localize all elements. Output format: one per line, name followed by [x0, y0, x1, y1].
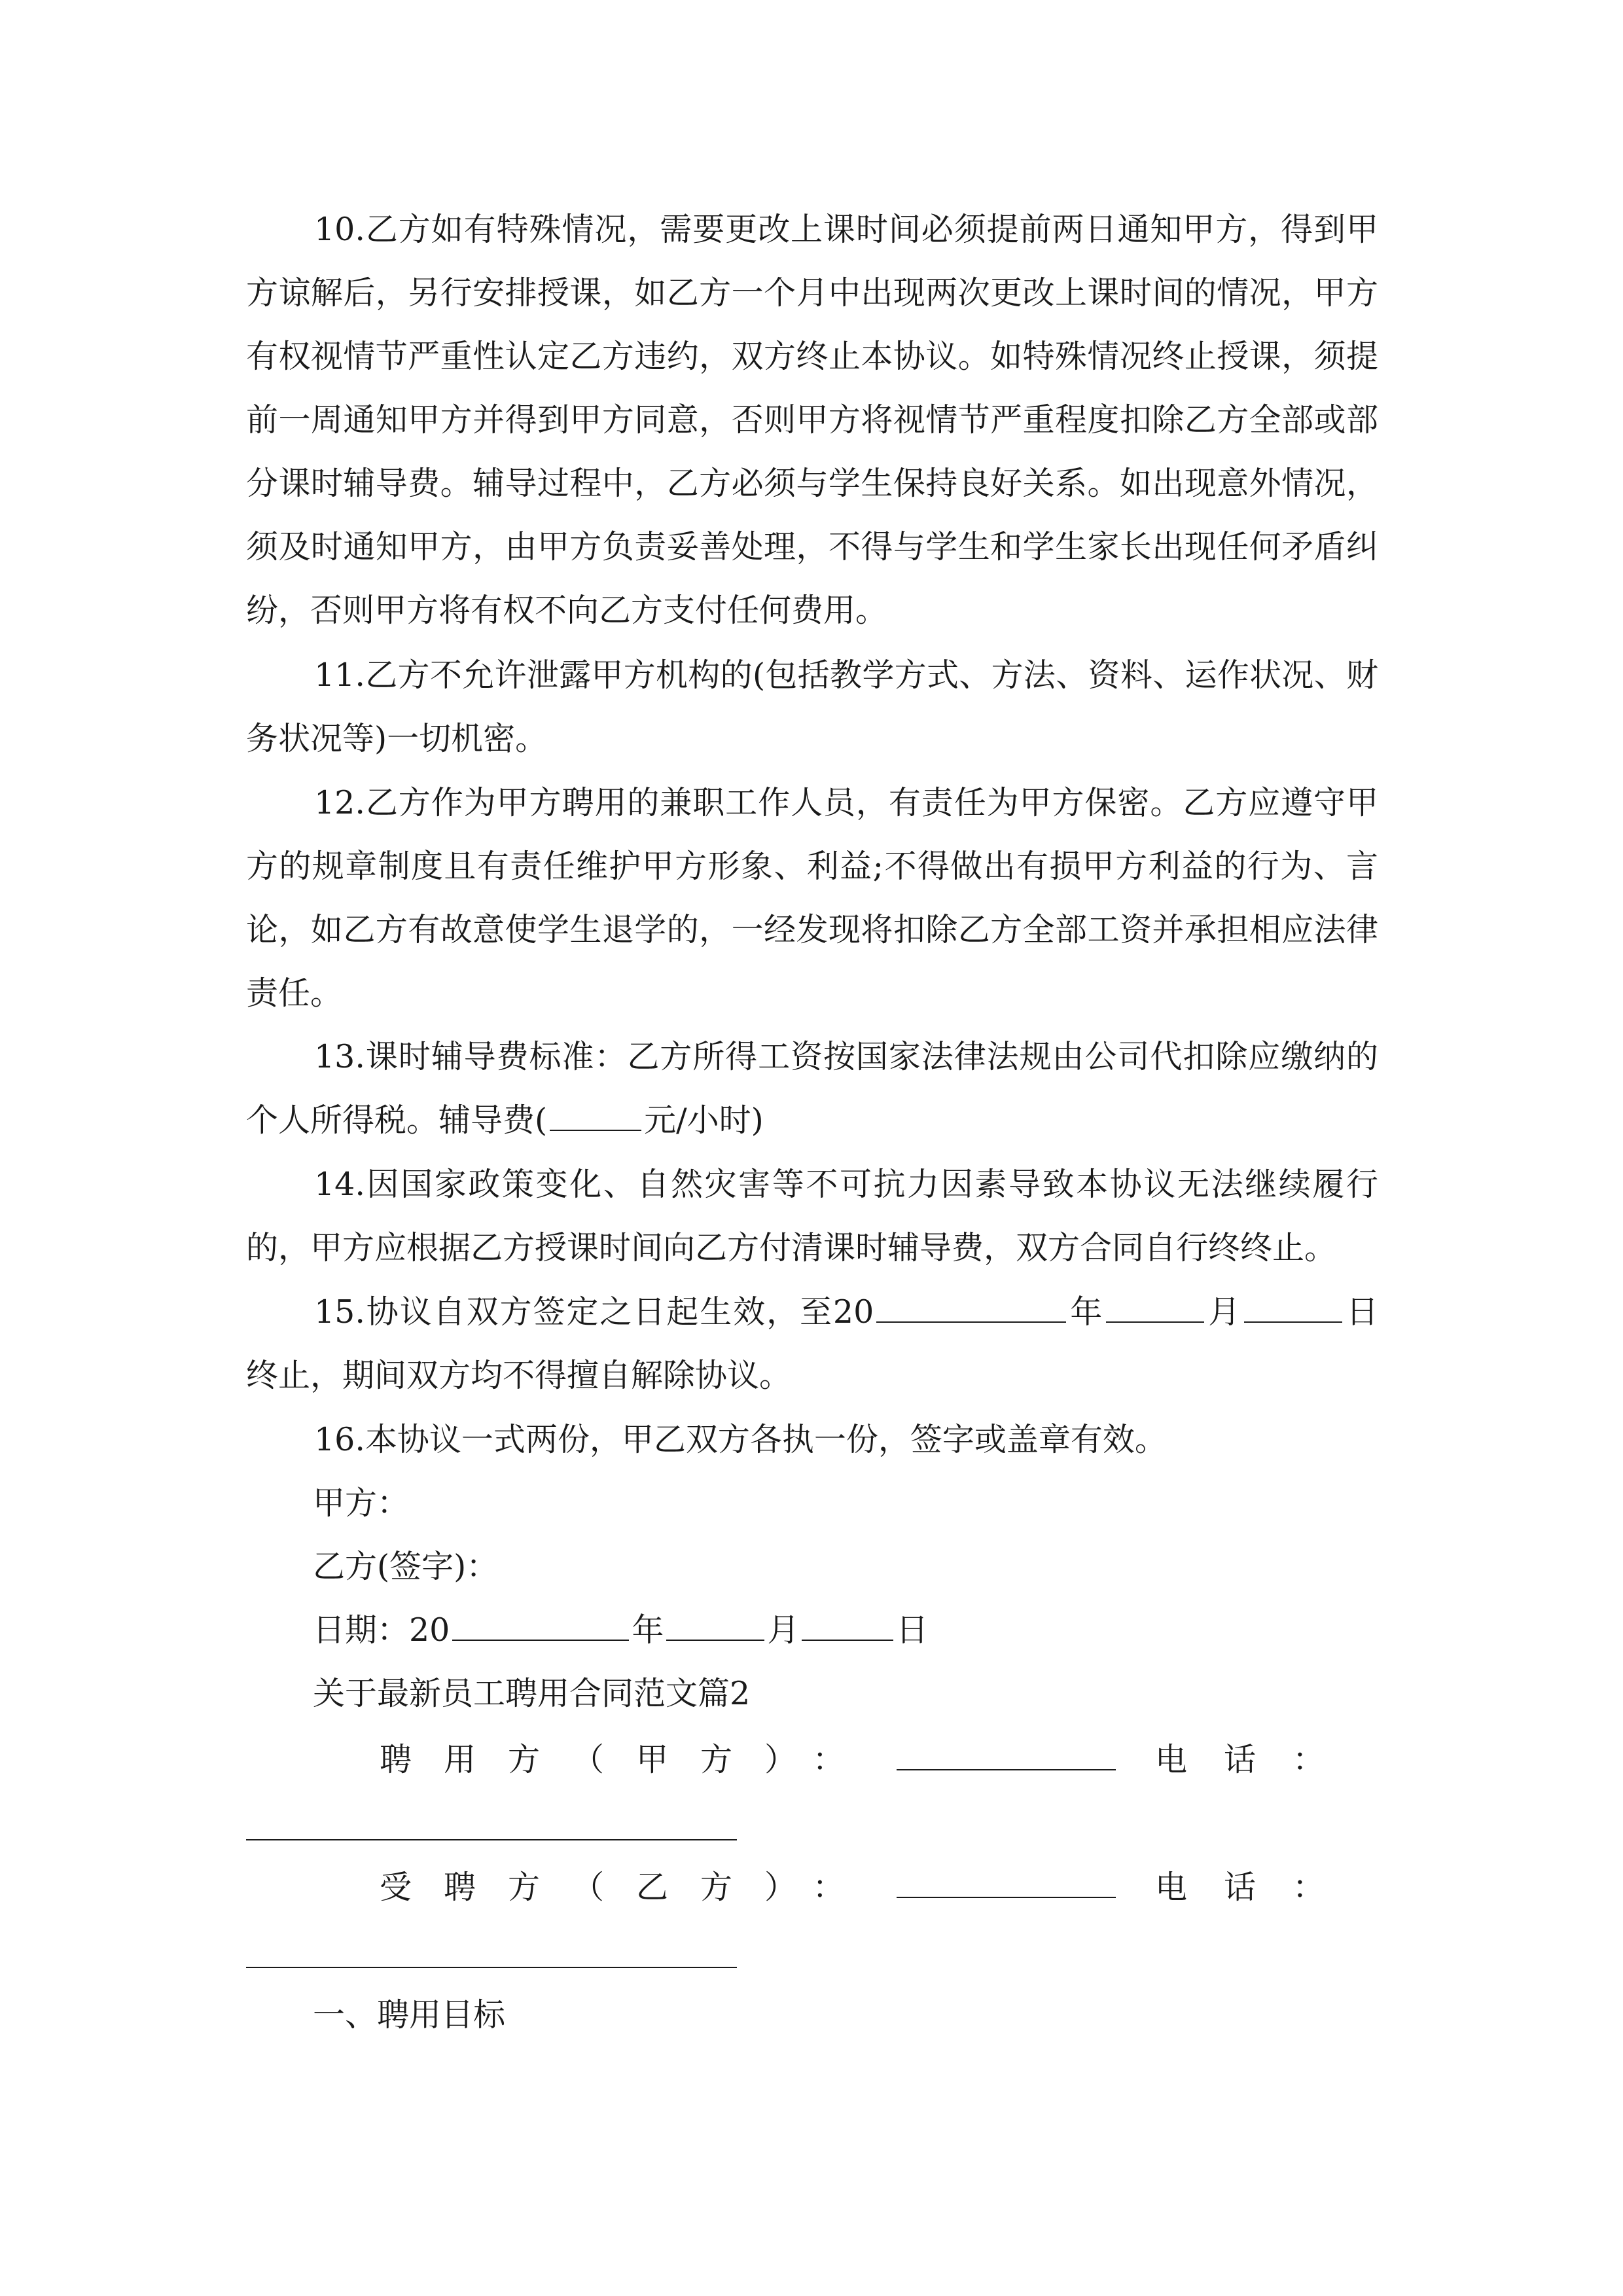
party-a-signature: 甲方：: [313, 1484, 410, 1522]
clause-13-unit: 元/小时): [644, 1102, 764, 1139]
clause-15-month: 月: [1207, 1293, 1242, 1331]
clause-13-text: 13.课时辅导费标准：乙方所得工资按国家法律法规由公司代扣除应缴纳的个人所得税。辅导费(: [246, 1038, 1378, 1139]
employee-label: 受聘方（乙方）：: [380, 1869, 877, 1906]
employer-name-line: [897, 1743, 1116, 1770]
clause-10: 10.乙方如有特殊情况，需要更改上课时间必须提前两日通知甲方，得到甲方谅解后，另行安排授课，如乙方一个月中出现两次更改上课时间的情况，甲方有权视情节严重性认定乙方违约，双方终止本协议。如特殊情况终止授课，须提前一周通知甲方并得到甲方同意，否则甲方将视情节严重程度扣除乙方全部或部分课时辅导费。辅导过程中，乙方必须与学生保持良好关系。如出现意外情况，须及时通知甲方，由甲方负责妥善处理，不得与学生和学生家长出现任何矛盾纠纷，否则甲方将有权不向乙方支付任何费用。: [246, 211, 1378, 629]
sign-month-blank: [666, 1613, 764, 1641]
employer-row: [380, 1728, 1361, 1791]
sign-day-blank: [802, 1613, 893, 1641]
clause-13: [246, 1025, 1378, 1152]
date-day: 日: [896, 1611, 929, 1649]
year-blank: [876, 1295, 1066, 1323]
clause-15: [246, 1280, 1378, 1407]
clause-15-year: 年: [1069, 1293, 1104, 1331]
employee-phone-line: [246, 1967, 737, 1968]
employee-phone-label: 电话：: [1154, 1869, 1361, 1906]
section-heading-1: 一、聘用目标: [313, 1996, 506, 2034]
fee-blank: [550, 1103, 641, 1131]
employee-name-line: [897, 1871, 1116, 1898]
clause-15-start: 15.协议自双方签定之日起生效，至20: [314, 1293, 874, 1331]
employee-row: [380, 1856, 1361, 1919]
clause-15-end: 日终止，期间双方均不得擅自解除协议。: [246, 1293, 1378, 1394]
clause-12: 12.乙方作为甲方聘用的兼职工作人员，有责任为甲方保密。乙方应遵守甲方的规章制度且有责任维护甲方形象、利益;不得做出有损甲方利益的行为、言论，如乙方有故意使学生退学的，一经发现将扣除乙方全部工资并承担相应法律责任。: [246, 784, 1378, 1012]
day-blank: [1244, 1295, 1342, 1323]
clause-16: 16.本协议一式两份，甲乙双方各执一份，签字或盖章有效。: [314, 1421, 1167, 1458]
signature-date: [313, 1598, 928, 1662]
clause-14: 14.因国家政策变化、自然灾害等不可抗力因素导致本协议无法继续履行的，甲方应根据乙方授课时间向乙方付清课时辅导费，双方合同自行终终止。: [246, 1166, 1378, 1266]
month-blank: [1106, 1295, 1204, 1323]
party-b-signature: 乙方(签字)：: [313, 1548, 499, 1585]
sign-year-blank: [452, 1613, 629, 1641]
employer-label: 聘用方（甲方）：: [380, 1741, 877, 1778]
date-prefix: 日期：20: [313, 1611, 450, 1649]
date-year: 年: [632, 1611, 664, 1649]
section-2-title: 关于最新员工聘用合同范文篇2: [313, 1675, 751, 1712]
employer-phone-label: 电话：: [1154, 1741, 1361, 1778]
date-month: 月: [767, 1611, 800, 1649]
clause-11: 11.乙方不允许泄露甲方机构的(包括教学方式、方法、资料、运作状况、财务状况等)一切机密。: [246, 656, 1378, 757]
employer-phone-line: [246, 1839, 737, 1840]
